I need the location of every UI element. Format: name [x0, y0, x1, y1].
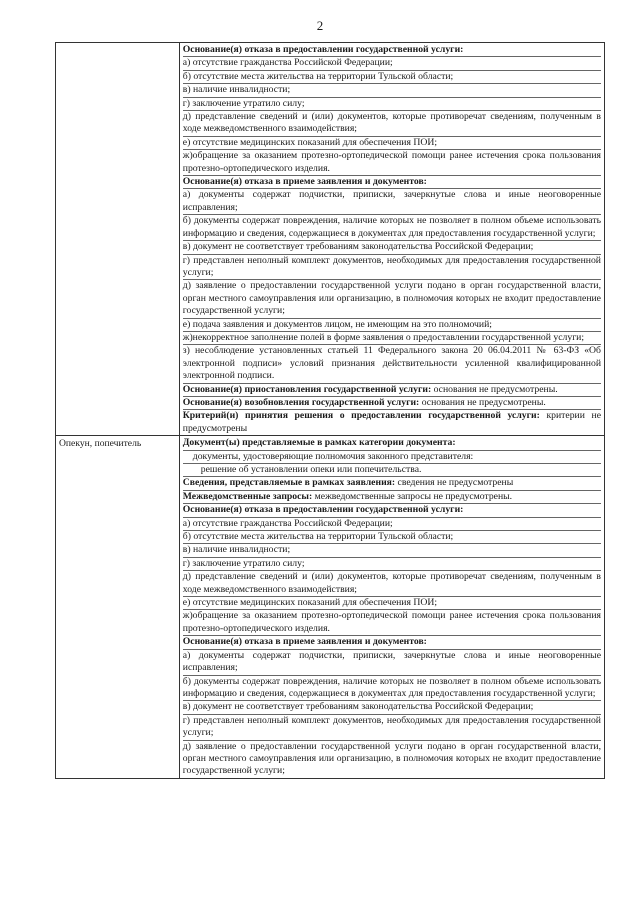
- list-item: решение об установлении опеки или попечительства.: [183, 464, 601, 477]
- list-item: г) представлен неполный комплект документов, необходимых для предоставления государственной услуги;: [183, 715, 601, 741]
- service-table: [55, 42, 605, 779]
- refusal-service-heading: Основание(я) отказа в предоставлении государственной услуги:: [183, 504, 601, 517]
- list-item: б) документы содержат повреждения, наличие которых не позволяет в полном объеме использовать информацию и сведения, содержащиеся в документах для предоставления государственной услуги;: [183, 215, 601, 241]
- criteria-text: критерии не предусмотрены: [182, 410, 602, 434]
- list-item: б) отсутствие места жительства на территории Тульской области;: [183, 531, 601, 544]
- table-row: [56, 436, 605, 779]
- suspension-line: [183, 384, 601, 397]
- refusal-service-heading: Основание(я) отказа в предоставлении государственной услуги:: [183, 44, 601, 57]
- list-item: ж)некорректное заполнение полей в форме заявления о предоставлении государственной услуги;: [183, 332, 601, 345]
- list-item: д) заявление о предоставлении государственной услуги подано в орган государственной власти, орган местного самоуправления или организацию, в полномочия которых не входит предоставление государственной услуги;: [183, 280, 601, 318]
- list-item: е) отсутствие медицинских показаний для обеспечения ПОИ;: [183, 597, 601, 610]
- criteria-line: [183, 410, 601, 435]
- applicant-category-cell: [56, 43, 180, 436]
- resumption-heading: Основание(я) возобновления государственной услуги:: [182, 396, 420, 408]
- list-item: б) документы содержат повреждения, наличие которых не позволяет в полном объеме использовать информацию и сведения, содержащиеся в документах для предоставления государственной услуги;: [183, 676, 601, 702]
- resumption-line: [183, 397, 601, 410]
- list-item: ж)обращение за оказанием протезно-ортопедической помощи ранее истечения срока пользования протезно-ортопедического изделия.: [183, 150, 601, 176]
- list-item: е) подача заявления и документов лицом, не имеющим на это полномочий;: [183, 319, 601, 332]
- criteria-heading: Критерий(и) принятия решения о предоставлении государственной услуги:: [182, 410, 540, 422]
- refusal-docs-heading: Основание(я) отказа в приеме заявления и документов:: [183, 636, 601, 649]
- list-item: г) представлен неполный комплект документов, необходимых для предоставления государственной услуги;: [183, 255, 601, 281]
- list-item: д) представление сведений и (или) документов, которые противоречат сведениям, полученным в ходе межведомственного взаимодействия;: [183, 111, 601, 137]
- page-number: 2: [316, 18, 324, 33]
- list-item: а) отсутствие гражданства Российской Федерации;: [183, 518, 601, 531]
- resumption-text: основания не предусмотрены.: [419, 396, 546, 408]
- conditions-cell: [179, 43, 604, 436]
- suspension-heading: Основание(я) приостановления государственной услуги:: [182, 383, 432, 395]
- list-item: в) документ не соответствует требованиям законодательства Российской Федерации;: [183, 241, 601, 254]
- suspension-text: основания не предусмотрены.: [431, 383, 558, 395]
- list-item: г) заключение утратило силу;: [183, 98, 601, 111]
- info-heading: Сведения, представляемые в рамках заявления:: [182, 477, 396, 489]
- list-item: д) представление сведений и (или) документов, которые противоречат сведениям, полученным в ходе межведомственного взаимодействия;: [183, 571, 601, 597]
- list-item: б) отсутствие места жительства на территории Тульской области;: [183, 71, 601, 84]
- table-row: [56, 43, 605, 436]
- list-item: документы, удостоверяющие полномочия законного представителя:: [183, 451, 601, 464]
- info-line: [183, 477, 601, 490]
- interagency-heading: Межведомственные запросы:: [182, 490, 313, 502]
- info-text: сведения не предусмотрены: [395, 477, 514, 489]
- list-item: а) документы содержат подчистки, приписки, зачеркнутые слова и иные неоговоренные исправления;: [183, 189, 601, 215]
- documents-heading: Документ(ы) представляемые в рамках категории документа:: [183, 437, 601, 450]
- list-item: в) наличие инвалидности;: [183, 544, 601, 557]
- applicant-category-cell: Опекун, попечитель: [56, 436, 180, 779]
- list-item: е) отсутствие медицинских показаний для обеспечения ПОИ;: [183, 137, 601, 150]
- refusal-docs-heading: Основание(я) отказа в приеме заявления и документов:: [183, 176, 601, 189]
- list-item: в) документ не соответствует требованиям законодательства Российской Федерации;: [183, 701, 601, 714]
- list-item: а) отсутствие гражданства Российской Федерации;: [183, 57, 601, 70]
- interagency-text: межведомственные запросы не предусмотрены.: [312, 490, 513, 502]
- list-item: ж)обращение за оказанием протезно-ортопедической помощи ранее истечения срока пользования протезно-ортопедического изделия.: [183, 610, 601, 636]
- list-item: д) заявление о предоставлении государственной услуги подано в орган государственной власти, орган местного самоуправления или организацию, в полномочия которых не входит предоставление государственной услуги;: [182, 740, 601, 777]
- list-item: г) заключение утратило силу;: [183, 558, 601, 571]
- list-item: а) документы содержат подчистки, приписки, зачеркнутые слова и иные неоговоренные исправления;: [183, 650, 601, 676]
- list-item: в) наличие инвалидности;: [183, 84, 601, 97]
- list-item: з) несоблюдение установленных статьей 11 Федерального закона 20 06.04.2011 № 63-ФЗ «Об электронной подписи» условий признания действительности усиленной квалифицированной электронной подписи.: [183, 345, 601, 383]
- interagency-line: [183, 491, 601, 504]
- conditions-cell: [179, 436, 604, 779]
